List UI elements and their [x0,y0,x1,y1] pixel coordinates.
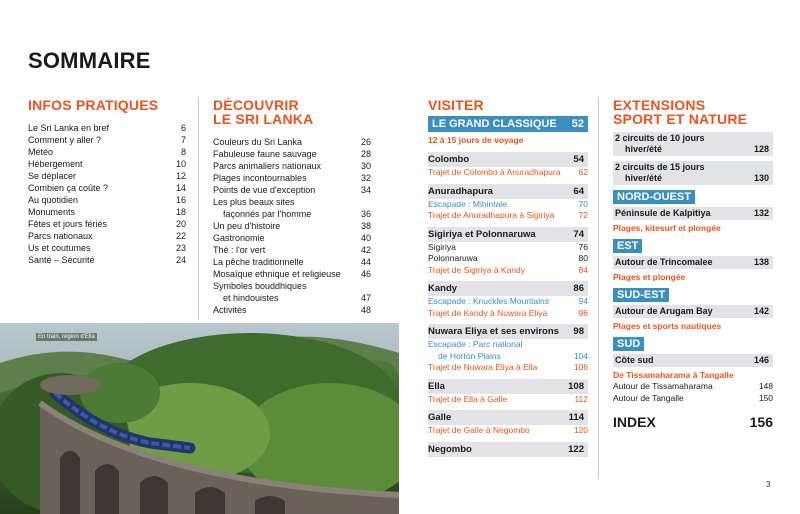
toc-entry-label: Plages incontournables [213,173,307,183]
toc-entry-label: Thé : l'or vert [213,245,266,255]
toc-entry-page: 20 [175,219,186,229]
visiter-group [428,281,588,319]
visiter-sub-entry[interactable] [428,362,588,374]
visiter-group [428,227,588,277]
visiter-section [428,98,588,462]
toc-entry-label: Combien ça coûte ? [28,183,109,193]
toc-entry-page: 8 [180,147,186,157]
visiter-heading: VISITER [428,97,484,113]
toc-entry-page: 18 [175,207,186,217]
toc-entry-label: Points de vue d'exception [213,185,316,195]
grand-classique-page: 52 [571,118,584,130]
decouvrir-heading-line1: DÉCOUVRIR [213,97,299,113]
visiter-sub-entry[interactable] [428,199,588,211]
visiter-sub-entry[interactable] [428,253,588,265]
grand-classique-band[interactable] [428,116,588,132]
visiter-sub-entry[interactable] [428,210,588,222]
toc-entry-page: 44 [360,257,371,267]
visiter-sub-page: 80 [578,253,588,263]
visiter-group [428,379,588,406]
region-band[interactable] [613,354,773,367]
toc-entry[interactable] [28,158,186,170]
toc-entry-page: 12 [175,171,186,181]
toc-entry[interactable] [28,254,186,266]
visiter-sub-label: Trajet de Ella à Galle [428,393,508,404]
column-divider [198,98,199,320]
circuit-10-page: 128 [753,144,769,154]
toc-entry[interactable] [213,136,371,148]
toc-entry-label: Couleurs du Sri Lanka [213,137,303,147]
visiter-sub-entry[interactable] [428,394,588,406]
visiter-sub-page: 72 [578,210,588,220]
region-band-page: 142 [753,306,769,316]
toc-entry-page: 36 [360,209,371,219]
visiter-group [428,324,588,374]
regions-list [613,185,773,404]
toc-entry-page: 6 [180,123,186,133]
toc-entry-label: Symboles bouddhiques [213,281,307,291]
visiter-group [428,152,588,179]
toc-entry[interactable] [213,244,371,256]
circuit-10-line1: 2 circuits de 10 jours [615,133,705,143]
visiter-group-page: 54 [573,154,584,165]
toc-entry-label: Comment y aller ? [28,135,102,145]
visiter-group-page: 86 [573,283,584,294]
region-tag: NORD-OUEST [613,190,695,204]
region-band[interactable] [613,207,773,220]
extensions-section [613,98,773,430]
infos-list [28,122,186,266]
visiter-group-band[interactable] [428,152,588,167]
region-band-label: Côte sud [615,355,654,365]
extensions-heading-line1: EXTENSIONS [613,97,706,113]
visiter-group [428,442,588,457]
toc-entry-label: Mosaïque ethnique et religieuse [213,269,341,279]
toc-entry-page: 24 [175,255,186,265]
visiter-sub-label: Trajet de Galle à Negombo [428,425,530,435]
visiter-sub-entry[interactable] [428,308,588,320]
visiter-sub-entry[interactable] [428,351,588,363]
visiter-group-page: 74 [573,228,584,240]
photo-caption: En train, région d'Ella [38,334,95,340]
visiter-groups [428,152,588,457]
region-tag: SUD [613,337,644,351]
visiter-group-label: Colombo [428,154,470,165]
visiter-group-page: 122 [568,443,584,455]
infos-heading: INFOS PRATIQUES [28,97,159,113]
visiter-sub-entry[interactable] [428,339,588,351]
toc-entry-label: Le Sri Lanka en bref [28,123,110,133]
visiter-group-band[interactable] [428,410,588,425]
toc-entry[interactable] [213,148,371,160]
circuit-15-line2: hiver/été [625,173,663,183]
toc-entry-page: 16 [175,195,186,205]
visiter-sub-page [570,339,588,351]
toc-entry[interactable] [213,172,371,184]
toc-entry-page: 23 [175,243,186,253]
toc-entry[interactable] [213,304,371,316]
visiter-sub-label: Trajet de Nuwara Eliya à Ella [428,362,538,372]
page-title: SOMMAIRE [28,48,151,73]
toc-entry[interactable] [28,122,186,134]
region-band-label: Autour de Arugam Bay [615,306,713,316]
toc-entry-label: Se déplacer [28,171,77,181]
visiter-sub-entry[interactable] [428,242,588,254]
infos-pratiques-section [28,98,186,266]
region-tag: SUD-EST [613,288,669,302]
toc-entry[interactable] [28,230,186,242]
visiter-sub-page: 70 [578,198,588,209]
toc-entry-label: Parcs animaliers nationaux [213,161,322,171]
region-band-page: 138 [753,257,769,267]
index-page: 156 [749,414,773,430]
visiter-sub-label: Trajet de Kandy à Nuwara Eliya [428,307,548,318]
visiter-sub-page: 104 [573,350,588,361]
visiter-sub-entry[interactable] [428,265,588,277]
region-sub-label: Autour de Tissamaharama [613,381,713,391]
circuit-15-line1: 2 circuits de 15 jours [615,162,705,172]
toc-entry-page: 22 [175,231,186,241]
toc-entry-page: 7 [180,135,186,145]
region-band[interactable] [613,305,773,318]
circuit-10-line2: hiver/été [625,144,663,154]
visiter-sub-page: 62 [578,167,588,177]
circuit-15-page: 130 [753,173,769,183]
toc-entry-label: La pêche traditionnelle [213,257,304,267]
visiter-sub-entry[interactable] [428,296,588,308]
region-subtitle: Plages, kitesurf et plongée [613,223,721,233]
toc-entry-page: 10 [175,159,186,169]
visiter-group-label: Nuwara Eliya et ses environs [428,326,559,337]
toc-entry-label: façonnés par l'homme [223,209,312,219]
visiter-group [428,184,588,222]
toc-entry[interactable] [28,194,186,206]
toc-entry-page: 34 [360,185,371,195]
column-divider [598,98,599,478]
visiter-group [428,410,588,437]
toc-entry-page: 14 [175,183,186,193]
toc-entry[interactable] [213,232,371,244]
toc-entry-page: 26 [360,137,371,147]
visiter-sub-label: de Horton Plains [438,350,501,361]
visiter-group-band[interactable] [428,442,588,457]
toc-entry-label: Parcs nationaux [28,231,93,241]
toc-entry-label: Gastronomie [213,233,265,243]
toc-entry-label: Santé – Sécurité [28,255,95,265]
toc-entry[interactable] [213,220,371,232]
toc-entry-page [353,280,371,292]
region-sub-entry[interactable] [613,393,773,405]
page-number: 3 [766,480,771,489]
region-sub-label: Autour de Tangalle [613,392,684,403]
region-band-page: 132 [753,208,769,218]
toc-entry-label: Monuments [28,207,76,217]
toc-entry-page: 28 [360,149,371,159]
index-label: INDEX [613,414,656,430]
toc-entry-page: 48 [360,305,371,315]
visiter-sub-label: Trajet de Anuradhapura à Sigiriya [428,210,555,220]
toc-entry-page: 30 [360,161,371,171]
visiter-group-band[interactable] [428,184,588,199]
region-subtitle: Plages et plongée [613,272,686,282]
grand-classique-subtitle: 12 à 15 jours de voyage [428,135,524,145]
toc-entry[interactable] [28,218,186,230]
toc-entry[interactable] [213,196,371,208]
region-subtitle: De Tissamaharama à Tangalle [613,370,734,380]
region-sub-page: 148 [758,381,773,391]
toc-entry-label: et hindouistes [223,293,279,303]
region-subtitle: Plages et sports nautiques [613,321,722,331]
visiter-group-label: Ella [428,380,445,392]
toc-entry[interactable] [28,134,186,146]
visiter-group-band[interactable] [428,227,588,242]
toc-entry-label: Au quotidien [28,195,79,205]
toc-entry[interactable] [28,242,186,254]
visiter-group-band[interactable] [428,379,588,394]
toc-entry-label: Les plus beaux sites [213,197,295,207]
toc-entry-label: Activités [213,305,247,315]
visiter-sub-entry[interactable] [428,425,588,437]
toc-entry[interactable] [213,280,371,292]
region-band-page: 146 [753,355,769,365]
toc-entry-page: 38 [360,221,371,231]
train-photo [0,323,399,514]
visiter-sub-page: 76 [578,241,588,252]
visiter-group-page: 98 [573,326,584,337]
visiter-sub-page: 84 [578,264,588,275]
toc-entry-page: 32 [360,173,371,183]
visiter-sub-entry[interactable] [428,167,588,179]
region-band-label: Péninsule de Kalpitiya [615,208,711,218]
decouvrir-section [213,98,371,316]
visiter-group-label: Kandy [428,283,458,294]
visiter-group-page: 108 [568,380,584,392]
region-tag: EST [613,239,642,253]
toc-entry[interactable] [213,160,371,172]
decouvrir-list [213,136,371,316]
toc-entry[interactable] [28,146,186,158]
visiter-group-label: Galle [428,412,452,423]
toc-entry[interactable] [213,208,371,220]
visiter-sub-label: Escapade : Parc national [428,339,523,349]
toc-entry[interactable] [213,184,371,196]
visiter-group-band[interactable] [428,324,588,339]
index-entry[interactable] [613,414,773,430]
grand-classique-label: LE GRAND CLASSIQUE [432,118,557,130]
toc-entry-label: Fabuleuse faune sauvage [213,149,317,159]
visiter-sub-label: Escapade : Mihintale [428,198,507,209]
toc-entry[interactable] [213,268,371,280]
toc-entry-label: Hébergement [28,159,83,169]
toc-entry[interactable] [28,206,186,218]
visiter-sub-page: 94 [578,296,588,306]
toc-entry-page: 42 [360,245,371,255]
visiter-sub-page: 120 [573,425,588,435]
region-sub-entry[interactable] [613,381,773,393]
visiter-sub-label: Escapade : Knuckles Mountains [428,296,549,306]
visiter-sub-label: Trajet de Sigiriya à Kandy [428,264,526,275]
toc-entry-page: 40 [360,233,371,243]
toc-entry-page: 47 [360,293,371,303]
decouvrir-heading-line2: LE SRI LANKA [213,111,314,127]
toc-entry-label: Météo [28,147,54,157]
circuit-10-band[interactable] [613,132,773,156]
visiter-group-band[interactable] [428,281,588,296]
toc-entry-label: Us et coutumes [28,243,91,253]
visiter-group-label: Sigiriya et Polonnaruwa [428,228,536,240]
region-band[interactable] [613,256,773,269]
visiter-group-page: 64 [573,185,584,197]
region-sub-page: 150 [758,392,773,403]
toc-entry-label: Un peu d'histoire [213,221,281,231]
toc-entry[interactable] [213,292,371,304]
toc-entry[interactable] [28,182,186,194]
toc-entry-page: 46 [360,269,371,279]
visiter-sub-page: 96 [578,307,588,318]
region-band-label: Autour de Trincomalee [615,257,713,267]
extensions-heading-line2: SPORT ET NATURE [613,111,748,127]
visiter-group-page: 114 [568,412,584,423]
visiter-group-label: Negombo [428,443,472,455]
visiter-sub-page: 106 [573,362,588,372]
toc-entry-label: Fêtes et jours fériés [28,219,108,229]
visiter-sub-label: Sigiriya [428,241,456,252]
visiter-sub-label: Trajet de Colombo à Anuradhapura [428,167,561,177]
toc-entry-page [353,196,371,208]
visiter-group-label: Anuradhapura [428,185,493,197]
toc-entry[interactable] [28,170,186,182]
visiter-sub-label: Polonnaruwa [428,253,478,263]
visiter-sub-page: 112 [574,393,588,404]
circuit-15-band[interactable] [613,161,773,185]
toc-entry[interactable] [213,256,371,268]
